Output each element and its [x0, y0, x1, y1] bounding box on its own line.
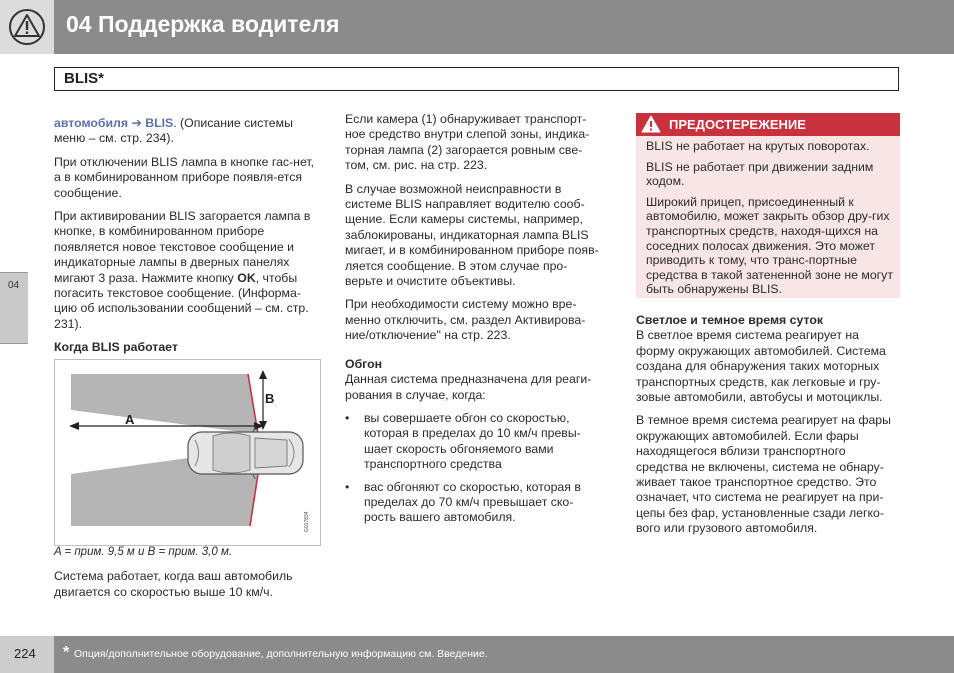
paragraph-speed: Система работает, когда ваш автомобиль двигается со скоростью выше 10 км/ч. [54, 569, 293, 599]
figure-caption: A = прим. 9,5 м и B = прим. 3,0 м. [54, 546, 233, 558]
footnote-text: Опция/дополнительное оборудование, дополнительную информацию см. Введение. [74, 648, 488, 660]
heading-overtake: Обгон [345, 356, 383, 371]
page-footer [0, 636, 954, 673]
page-number: 224 [14, 646, 36, 661]
heading-day-night: Светлое и темное время суток [636, 313, 823, 327]
paragraph-on [54, 209, 320, 332]
page-number-box [0, 636, 54, 673]
list-item: • вы совершаете обгон со скоростью, которая в пределах до 10 км/ч превы-шает скорость обгоняемого вами транспортного средства [345, 411, 605, 473]
warning-body [646, 139, 894, 303]
column-left [54, 116, 320, 356]
warning-header [636, 113, 900, 136]
paragraph-night: В темное время система реагирует на фары окружающих автомобилей. Если фары находящегося вблизи транспортного средства не включены, система не обнару-живает такое транспортное средство. Это означает, что система не реагирует на при-цепы без фар, установленные сзади легко-вого или грузового автомобиля. [636, 413, 891, 536]
footnote-star: * [63, 644, 70, 661]
page-header [0, 0, 954, 54]
warning-item: BLIS не работает при движении задним ходом. [646, 159, 874, 189]
warning-item: BLIS не работает на крутых поворотах. [646, 139, 870, 153]
paragraph-off: При отключении BLIS лампа в кнопке гас-нет, а в комбинированном приборе появля-ется сообщение. [54, 154, 315, 200]
paragraph-overtake: Данная система предназначена для реаги-рования в случае, когда: [345, 372, 592, 402]
blis-zone-figure [54, 359, 321, 546]
column-left-bottom [54, 545, 320, 608]
figure-code: G017834 [304, 511, 310, 532]
blind-zone-upper [71, 374, 258, 434]
chapter-title: 04 Поддержка водителя [66, 11, 340, 37]
on-text-b: , чтобы погасить текстовое сообщение. (Информа-цию об использовании сообщений – см. стр. 231). [54, 270, 309, 331]
list-item: • вас обгоняют со скоростью, которая в пределах до 70 км/ч превышает ско-рость вашего автомобиля. [345, 480, 605, 526]
arrow-right-icon: ➔ [131, 116, 142, 130]
paragraph-disable: При необходимости систему можно вре-менно отключить, см. раздел Активирова-ние/отключение" на стр. 223. [345, 297, 586, 343]
chapter-side-tab [0, 272, 28, 344]
ok-key-label: OK [237, 270, 256, 285]
warning-box [636, 113, 900, 298]
paragraph-camera: Если камера (1) обнаруживает транспорт-ное средство внутри слепой зоны, индика-торная лампа (2) загорается ровным све-том, см. рис. на стр. 223. [345, 112, 590, 173]
column-right [636, 313, 900, 545]
section-title: BLIS* [64, 70, 105, 87]
on-text-a: При активировании BLIS загорается лампа в кнопке, в комбинированном приборе появляется новое текстовое сообщение и индикаторные лампы в дверных панелях мигают 3 раза. Нажмите кнопку [54, 209, 311, 285]
label-b: B [265, 391, 275, 406]
section-bar [54, 67, 899, 91]
warning-triangle-icon [640, 114, 662, 135]
column-middle [345, 112, 605, 533]
label-a: A [125, 412, 135, 427]
link-car-menu[interactable]: автомобиля [54, 116, 129, 130]
side-tab-label: 04 [8, 280, 20, 291]
intro-text: . (Описание системы меню – см. стр. 234). [54, 116, 293, 146]
header-icon-box [0, 0, 54, 54]
warning-title: ПРЕДОСТЕРЕЖЕНИЕ [669, 117, 806, 132]
overtake-list [345, 411, 605, 526]
car-top-view [188, 427, 303, 479]
heading-when-works: Когда BLIS работает [54, 340, 178, 355]
blis-diagram [55, 360, 320, 545]
warning-item: Широкий прицеп, присоединенный к автомобилю, может закрыть обзор дру-гих транспортных средств, находя-щихся на соседних полосах движения. Это может приводить к тому, что транс-портные средства в такой затененной зоне не могут быть обнаружены BLIS. [646, 194, 893, 297]
paragraph-intro [54, 116, 320, 147]
link-blis[interactable]: BLIS [145, 116, 174, 130]
paragraph-fault: В случае возможной неисправности в системе BLIS направляет водителю сооб-щение. Если камеры системы, например, заблокированы, индикаторная лампа BLIS мигает, и в комбинированном приборе появ-ляется сообщение. В этом случае про-верьте и очистите объективы. [345, 181, 599, 289]
paragraph-day: В светлое время система реагирует на форму окружающих автомобилей. Система создана для обнаружения таких моторных транспортных средств, как легковые и гру-зовые автомобили, автобусы и мотоциклы. [636, 328, 886, 405]
warning-triangle-icon [8, 8, 46, 46]
